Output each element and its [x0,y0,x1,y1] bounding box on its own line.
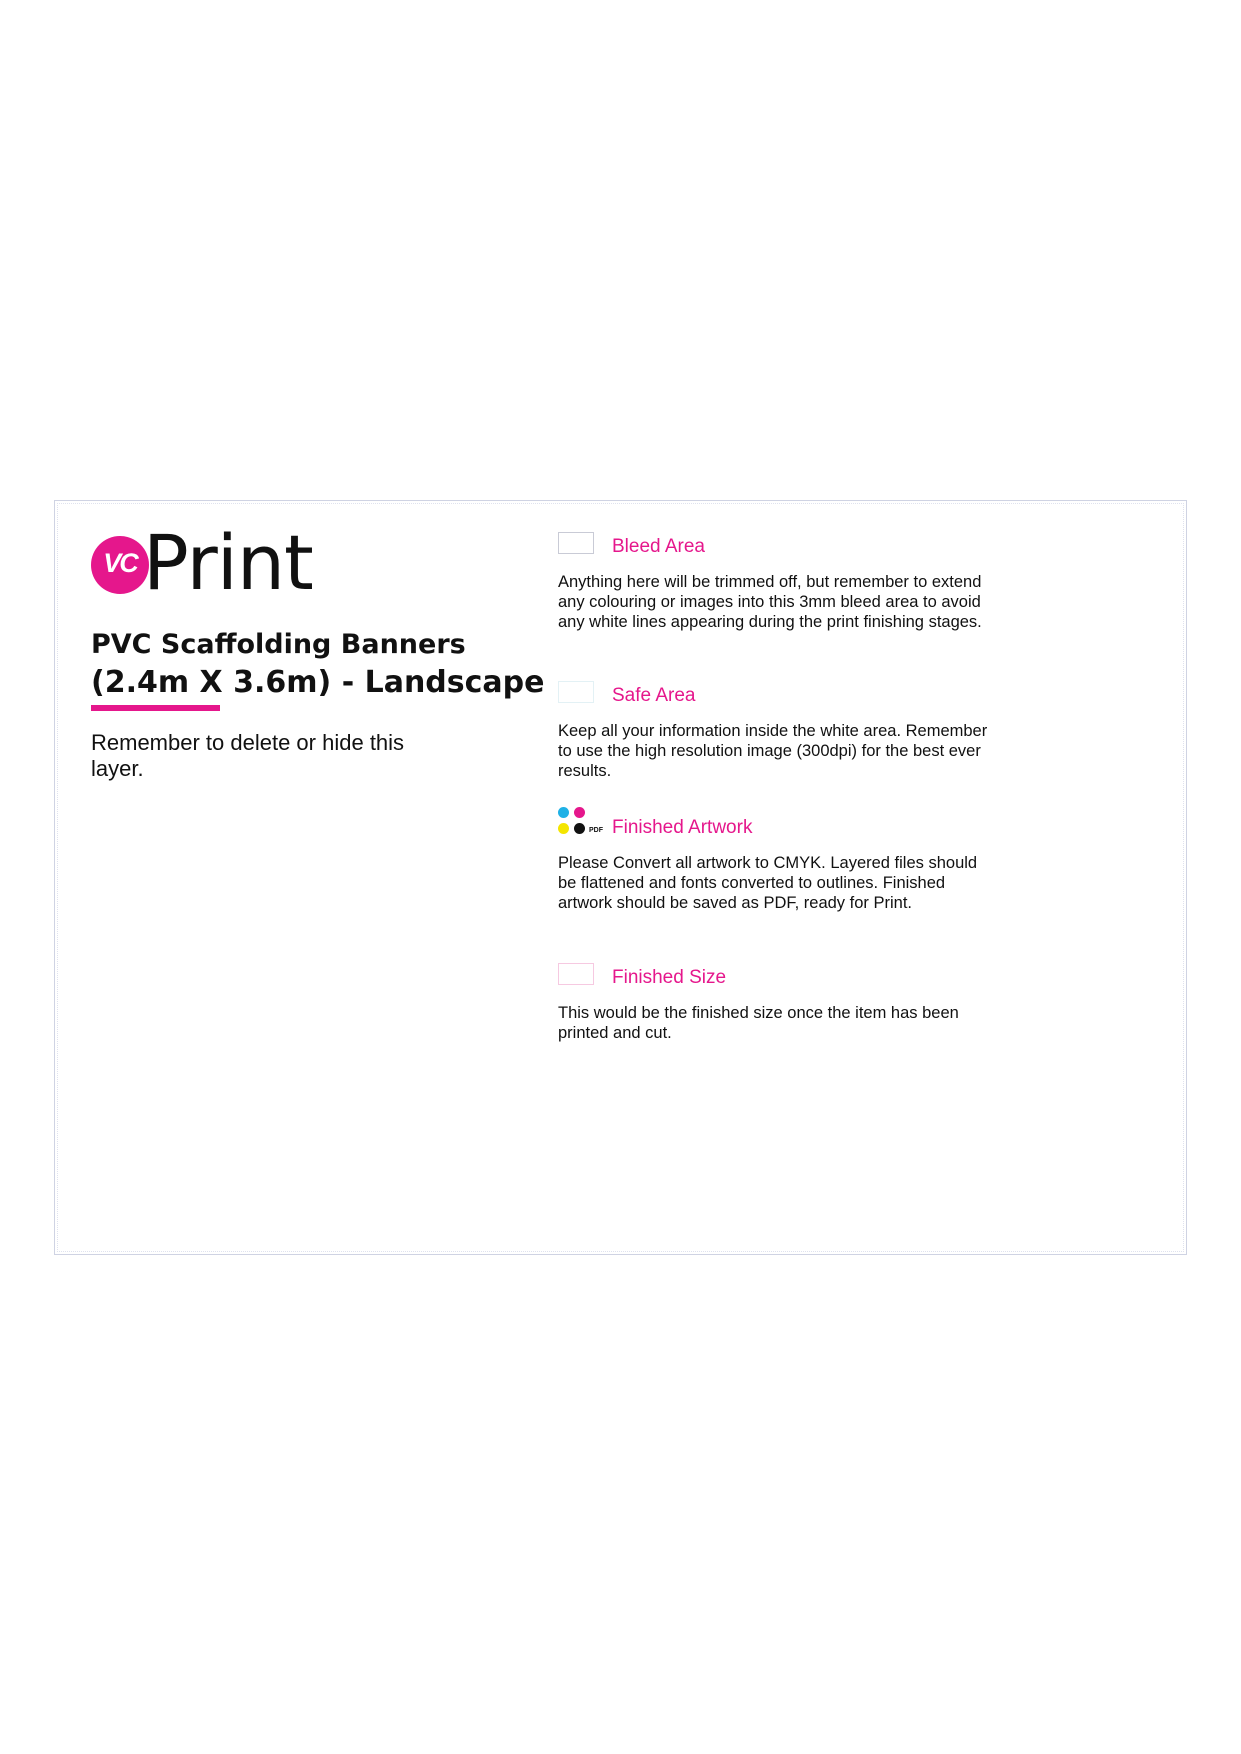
legend-title: Bleed Area [612,536,705,557]
title-underline [91,705,220,711]
legend-text: Anything here will be trimmed off, but remember to extend any colouring or images into this 3mm bleed area to avoid any white lines appearing during the print finishing stages. [558,573,982,631]
layer-note: Remember to delete or hide this layer. [91,730,405,781]
legend-bleed-area [558,532,998,632]
finished-size-swatch-icon [558,963,594,985]
legend-title: Finished Artwork [612,817,753,838]
bleed-swatch-icon [558,532,594,554]
legend-title: Safe Area [612,685,696,706]
legend-safe-area [558,681,998,781]
magenta-dot-icon [574,807,585,818]
cyan-dot-icon [558,807,569,818]
page-title [91,626,561,702]
legend-finished-artwork [558,813,998,913]
logo-word: Print [143,518,313,607]
legend-text: Please Convert all artwork to CMYK. Layered files should be flattened and fonts converted to outlines. Finished artwork should be saved as PDF, ready for Print. [558,854,978,912]
title-line-1: PVC Scaffolding Banners [91,629,466,660]
legend-text: This would be the finished size once the item has been printed and cut. [558,1004,959,1042]
black-dot-icon [574,823,585,834]
safe-swatch-icon [558,681,594,703]
vcprint-logo [91,518,321,607]
legend-text: Keep all your information inside the white area. Remember to use the high resolution image (300dpi) for the best ever results. [558,722,988,780]
cmyk-pdf-icon [558,807,608,841]
pdf-label: PDF [589,827,603,834]
legend-title: Finished Size [612,967,727,988]
logo-mark: VC [103,548,137,578]
legend-finished-size [558,963,998,1043]
yellow-dot-icon [558,823,569,834]
title-line-2: (2.4m X 3.6m) - Landscape [91,665,545,700]
